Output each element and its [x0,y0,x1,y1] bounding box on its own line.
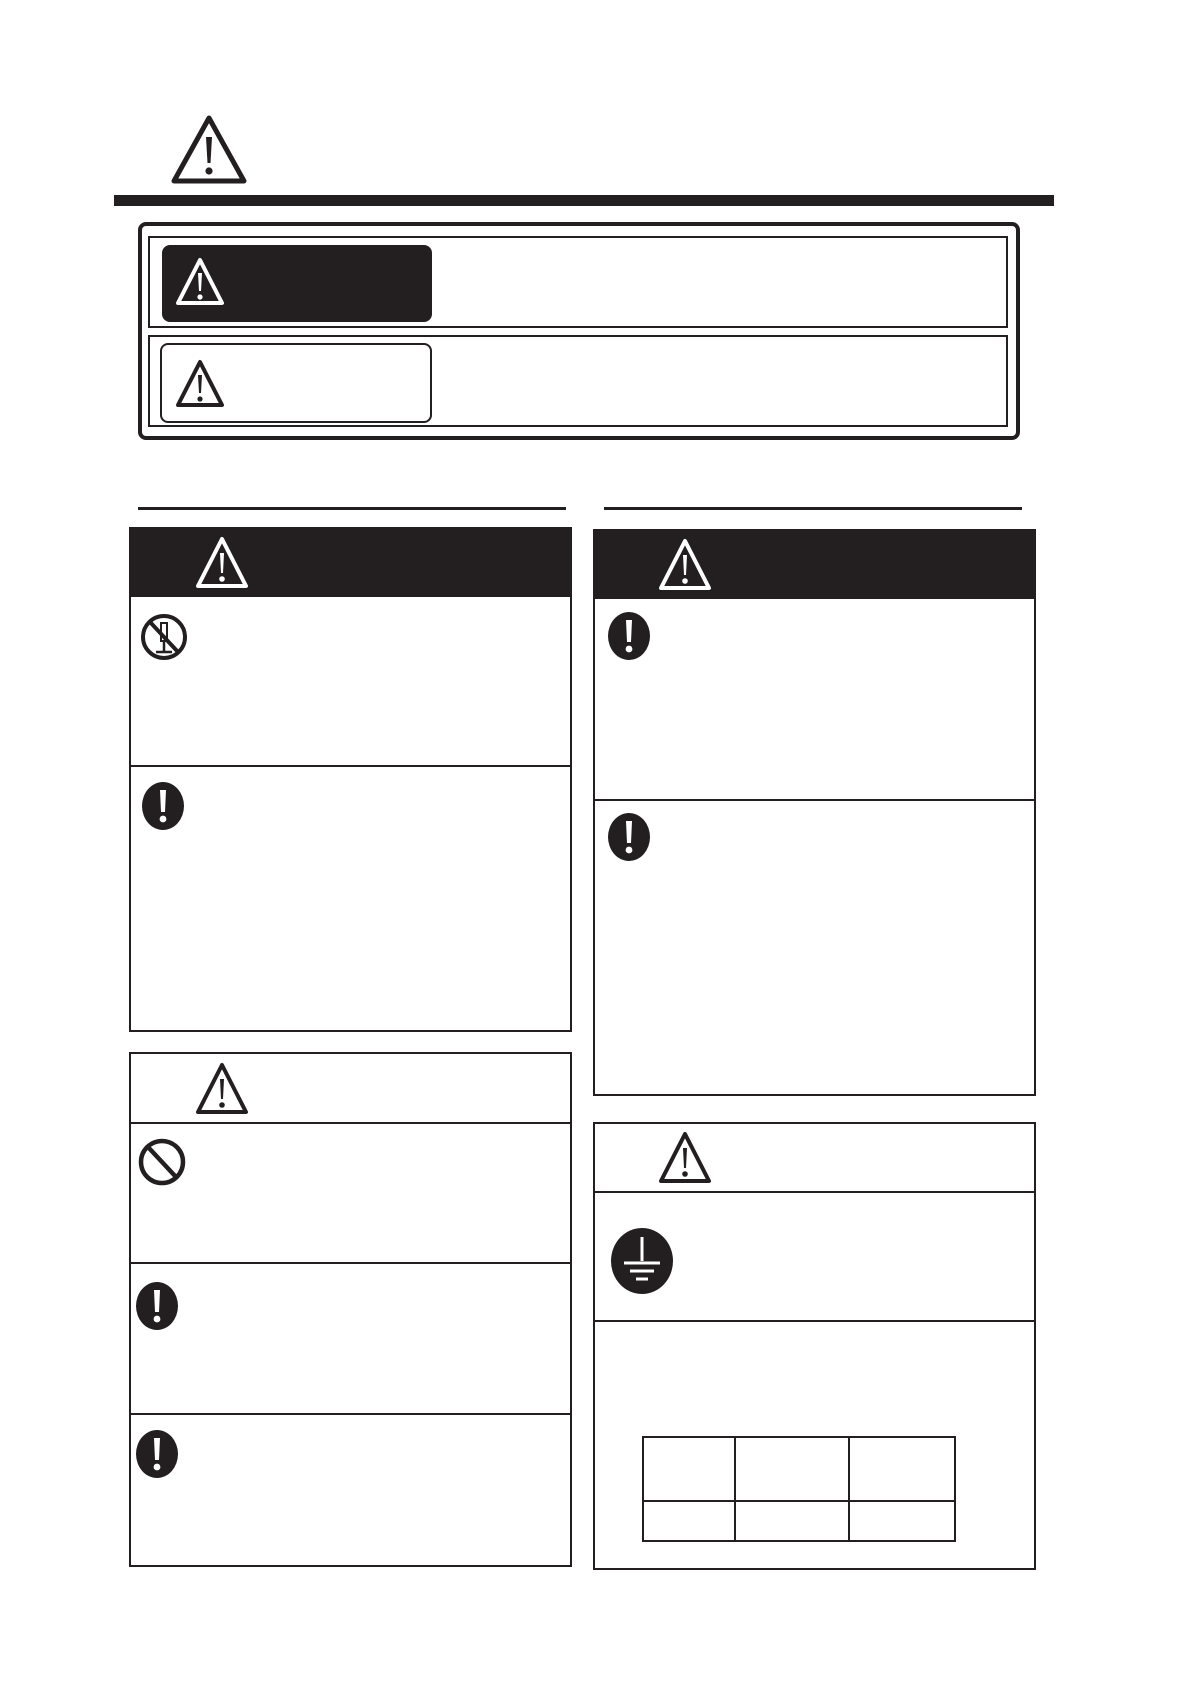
ground-table [642,1436,956,1542]
title-rule [114,195,1054,206]
table-cell [849,1501,955,1541]
left-caution-divider-2 [129,1413,572,1415]
left-caution-panel [129,1052,572,1567]
left-warning-divider [129,765,572,767]
left-column-rule [138,507,566,510]
right-caution-header-divider [593,1191,1036,1193]
mandatory-action-icon [140,780,186,832]
header-warning-icon [170,113,248,185]
no-disassemble-icon [140,610,188,664]
table-cell [735,1437,849,1501]
right-warning-divider [593,799,1036,801]
caution-triangle-icon [175,358,225,410]
left-caution-divider-1 [129,1262,572,1264]
mandatory-action-icon [606,610,652,662]
warning-triangle-icon [658,537,712,593]
warning-triangle-icon [175,256,225,308]
ground-icon [610,1227,674,1295]
right-caution-divider [593,1320,1036,1322]
left-caution-header-divider [129,1122,572,1124]
mandatory-action-icon [606,811,652,863]
table-cell [735,1501,849,1541]
table-cell [849,1437,955,1501]
mandatory-action-icon [134,1280,180,1332]
table-cell [643,1501,735,1541]
right-warning-panel [593,529,1036,1096]
prohibited-icon [137,1136,187,1188]
warning-triangle-icon [195,535,249,591]
right-column-rule [604,507,1022,510]
left-warning-panel [129,527,572,1032]
mandatory-action-icon [134,1428,180,1480]
caution-triangle-icon [195,1061,249,1117]
table-cell [643,1437,735,1501]
caution-triangle-icon [658,1130,712,1186]
